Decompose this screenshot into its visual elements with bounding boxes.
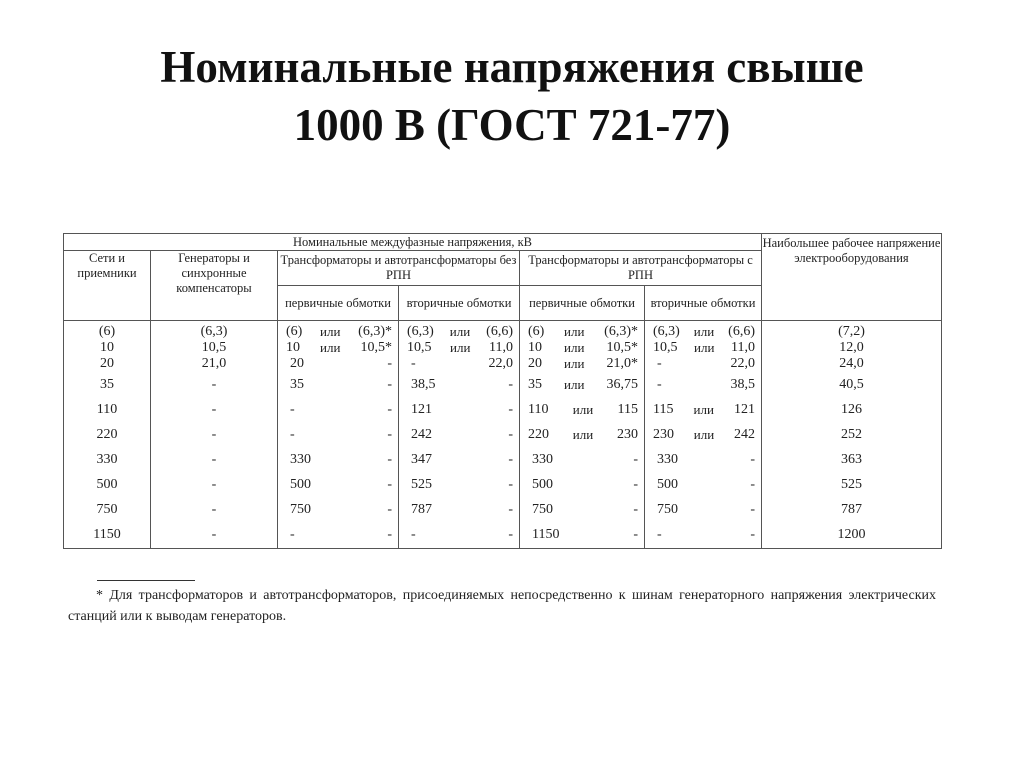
cell-value: или <box>694 340 715 355</box>
cell-value: (6) <box>286 324 303 339</box>
cell-value: 10,5 <box>653 340 678 355</box>
cell-value: - <box>508 451 513 467</box>
cell-value: или <box>564 340 585 355</box>
cell-secondary-no-rpn <box>399 497 520 522</box>
cell-secondary-no-rpn <box>399 522 520 549</box>
cell-secondary-rpn <box>645 397 762 422</box>
cell-primary-rpn <box>520 321 645 341</box>
cell-value: - <box>411 527 416 542</box>
cell-value: - <box>387 401 392 417</box>
table-row <box>64 447 942 472</box>
cell-primary-rpn <box>520 422 645 447</box>
cell-value: - <box>633 501 638 517</box>
cell-networks: 20 <box>64 356 151 372</box>
cell-value: - <box>387 376 392 392</box>
cell-value: 10 <box>528 340 542 355</box>
cell-value: 121 <box>411 401 432 417</box>
cell-value: 38,5 <box>730 376 755 392</box>
cell-value: или <box>320 340 341 355</box>
cell-value: 242 <box>411 426 432 442</box>
cell-value: 500 <box>290 476 311 492</box>
cell-value: (6) <box>528 324 545 339</box>
cell-value: 1150 <box>532 527 560 542</box>
cell-networks: 220 <box>64 422 151 447</box>
cell-primary-no-rpn <box>278 497 399 522</box>
footnote-divider <box>97 580 195 581</box>
cell-max-voltage: 40,5 <box>762 372 942 397</box>
cell-value: - <box>750 476 755 492</box>
cell-value: или <box>564 356 585 371</box>
cell-value: 20 <box>528 356 542 371</box>
cell-networks: 330 <box>64 447 151 472</box>
cell-value: 220 <box>528 426 549 442</box>
cell-value: 787 <box>411 501 432 517</box>
cell-generators: - <box>151 372 278 397</box>
cell-secondary-no-rpn <box>399 472 520 497</box>
table-row <box>64 356 942 372</box>
cell-value: - <box>508 501 513 517</box>
cell-secondary-rpn <box>645 447 762 472</box>
cell-max-voltage: 787 <box>762 497 942 522</box>
cell-value: - <box>657 356 662 371</box>
cell-value: или <box>564 324 585 339</box>
cell-value: - <box>508 401 513 417</box>
header-secondary-no-rpn: вторичные обмотки <box>399 286 520 321</box>
cell-secondary-rpn <box>645 356 762 372</box>
cell-max-voltage: 363 <box>762 447 942 472</box>
page-title <box>0 38 1024 154</box>
cell-value: или <box>693 426 715 442</box>
cell-primary-no-rpn <box>278 356 399 372</box>
cell-value: 11,0 <box>731 340 755 355</box>
voltage-table <box>63 233 942 549</box>
header-trans-rpn: Трансформаторы и автотрансформаторы с РПН <box>520 251 762 286</box>
cell-value: 35 <box>528 376 542 392</box>
cell-primary-rpn <box>520 397 645 422</box>
cell-value: 750 <box>532 501 553 517</box>
cell-generators: (6,3) <box>151 321 278 341</box>
header-networks: Сети и приемники <box>64 251 151 321</box>
cell-value: - <box>290 401 295 417</box>
cell-value: - <box>290 426 295 442</box>
cell-value: 330 <box>657 451 678 467</box>
cell-value: 35 <box>290 376 304 392</box>
cell-max-voltage: 1200 <box>762 522 942 549</box>
cell-value: 10,5* <box>360 340 392 355</box>
cell-value: - <box>508 476 513 492</box>
header-main: Номинальные междуфазные напряжения, кВ <box>64 234 762 251</box>
cell-value: (6,3)* <box>358 324 392 339</box>
table-row <box>64 522 942 549</box>
cell-value: 10,5* <box>606 340 638 355</box>
cell-value: 10 <box>286 340 300 355</box>
cell-primary-rpn <box>520 472 645 497</box>
cell-networks: (6) <box>64 321 151 341</box>
cell-secondary-rpn <box>645 340 762 356</box>
header-primary-rpn: первичные обмотки <box>520 286 645 321</box>
cell-secondary-rpn <box>645 422 762 447</box>
cell-networks: 1150 <box>64 522 151 549</box>
cell-value: 230 <box>653 426 674 442</box>
cell-value: 36,75 <box>606 376 638 392</box>
cell-value: 21,0* <box>606 356 638 371</box>
cell-secondary-no-rpn <box>399 321 520 341</box>
cell-primary-no-rpn <box>278 472 399 497</box>
cell-generators: - <box>151 497 278 522</box>
cell-secondary-rpn <box>645 372 762 397</box>
cell-networks: 110 <box>64 397 151 422</box>
title-line-1: Номинальные напряжения свыше <box>160 42 864 92</box>
cell-value: - <box>290 527 295 542</box>
header-primary-no-rpn: первичные обмотки <box>278 286 399 321</box>
cell-value: 525 <box>411 476 432 492</box>
cell-value: - <box>387 451 392 467</box>
cell-value: 230 <box>617 426 638 442</box>
cell-value: - <box>387 426 392 442</box>
cell-max-voltage: 252 <box>762 422 942 447</box>
cell-primary-no-rpn <box>278 321 399 341</box>
cell-generators: - <box>151 422 278 447</box>
cell-secondary-no-rpn <box>399 356 520 372</box>
cell-secondary-rpn <box>645 497 762 522</box>
cell-secondary-rpn <box>645 522 762 549</box>
cell-primary-rpn <box>520 340 645 356</box>
cell-value: - <box>387 527 392 542</box>
cell-max-voltage: 12,0 <box>762 340 942 356</box>
cell-value: 750 <box>290 501 311 517</box>
footnote: * Для трансформаторов и автотрансформаторов, присоединяемых непосредственно к шинам генераторного напряжения электрических станций или к выводам генераторов. <box>68 588 936 624</box>
cell-value: - <box>387 356 392 371</box>
table-row <box>64 372 942 397</box>
table-body <box>64 321 942 549</box>
cell-networks: 500 <box>64 472 151 497</box>
cell-secondary-rpn <box>645 321 762 341</box>
title-line-2: 1000 В (ГОСТ 721-77) <box>293 100 731 150</box>
cell-value: 10,5 <box>407 340 432 355</box>
cell-secondary-no-rpn <box>399 397 520 422</box>
cell-value: 22,0 <box>730 356 755 371</box>
cell-value: - <box>633 451 638 467</box>
cell-primary-no-rpn <box>278 372 399 397</box>
cell-value: 330 <box>290 451 311 467</box>
cell-value: - <box>633 476 638 492</box>
cell-primary-no-rpn <box>278 340 399 356</box>
cell-value: 22,0 <box>488 356 513 371</box>
cell-value: или <box>572 401 594 417</box>
cell-value: 242 <box>734 426 755 442</box>
cell-value: или <box>449 324 471 339</box>
cell-generators: 10,5 <box>151 340 278 356</box>
cell-generators: - <box>151 522 278 549</box>
table-row <box>64 397 942 422</box>
header-generators: Генераторы и синхронные компенсаторы <box>151 251 278 321</box>
cell-generators: - <box>151 472 278 497</box>
cell-value: или <box>450 340 471 355</box>
cell-value: или <box>320 324 341 339</box>
cell-value: 121 <box>733 401 755 417</box>
cell-value: (6,3)* <box>604 324 638 339</box>
cell-primary-rpn <box>520 497 645 522</box>
cell-value: (6,3) <box>407 324 434 339</box>
cell-value: - <box>750 527 755 542</box>
cell-value: 115 <box>653 401 674 417</box>
cell-primary-rpn <box>520 372 645 397</box>
cell-value: - <box>750 501 755 517</box>
cell-primary-no-rpn <box>278 447 399 472</box>
cell-value: 20 <box>290 356 304 371</box>
cell-value: - <box>411 356 416 371</box>
table-row <box>64 497 942 522</box>
cell-value: 500 <box>532 476 553 492</box>
cell-value: или <box>572 426 594 442</box>
cell-primary-rpn <box>520 522 645 549</box>
table-row <box>64 422 942 447</box>
cell-value: - <box>508 426 513 442</box>
cell-max-voltage: 126 <box>762 397 942 422</box>
cell-value: - <box>750 451 755 467</box>
cell-max-voltage: (7,2) <box>762 321 942 341</box>
cell-value: - <box>657 376 662 392</box>
cell-primary-no-rpn <box>278 522 399 549</box>
table-row <box>64 472 942 497</box>
cell-secondary-no-rpn <box>399 340 520 356</box>
cell-value: - <box>508 376 513 392</box>
table-row <box>64 340 942 356</box>
cell-primary-rpn <box>520 447 645 472</box>
cell-primary-rpn <box>520 356 645 372</box>
cell-value: 500 <box>657 476 678 492</box>
cell-value: - <box>657 527 662 542</box>
cell-networks: 750 <box>64 497 151 522</box>
cell-secondary-no-rpn <box>399 372 520 397</box>
cell-generators: 21,0 <box>151 356 278 372</box>
cell-value: (6,6) <box>728 324 755 339</box>
cell-value: 115 <box>617 401 638 417</box>
cell-generators: - <box>151 397 278 422</box>
cell-primary-no-rpn <box>278 397 399 422</box>
cell-max-voltage: 525 <box>762 472 942 497</box>
cell-value: 38,5 <box>411 376 436 392</box>
cell-max-voltage: 24,0 <box>762 356 942 372</box>
header-trans-no-rpn: Трансформаторы и автотрансформаторы без РПН <box>278 251 520 286</box>
cell-networks: 35 <box>64 372 151 397</box>
cell-value: 750 <box>657 501 678 517</box>
cell-value: - <box>633 527 638 542</box>
header-max-voltage: Наибольшее рабочее напряжение электрооборудования <box>762 234 942 321</box>
cell-secondary-no-rpn <box>399 422 520 447</box>
cell-value: (6,3) <box>653 324 680 339</box>
cell-secondary-rpn <box>645 472 762 497</box>
cell-value: (6,6) <box>486 324 513 339</box>
cell-value: или <box>693 324 715 339</box>
cell-value: - <box>387 501 392 517</box>
cell-networks: 10 <box>64 340 151 356</box>
cell-value: или <box>564 376 585 392</box>
cell-generators: - <box>151 447 278 472</box>
cell-value: 330 <box>532 451 553 467</box>
cell-value: 11,0 <box>489 340 513 355</box>
table-row <box>64 321 942 341</box>
cell-primary-no-rpn <box>278 422 399 447</box>
header-secondary-rpn: вторичные обмотки <box>645 286 762 321</box>
cell-value: 110 <box>528 401 549 417</box>
cell-value: 347 <box>411 451 432 467</box>
cell-value: - <box>387 476 392 492</box>
cell-value: или <box>693 401 714 417</box>
cell-value: - <box>508 527 513 542</box>
cell-secondary-no-rpn <box>399 447 520 472</box>
